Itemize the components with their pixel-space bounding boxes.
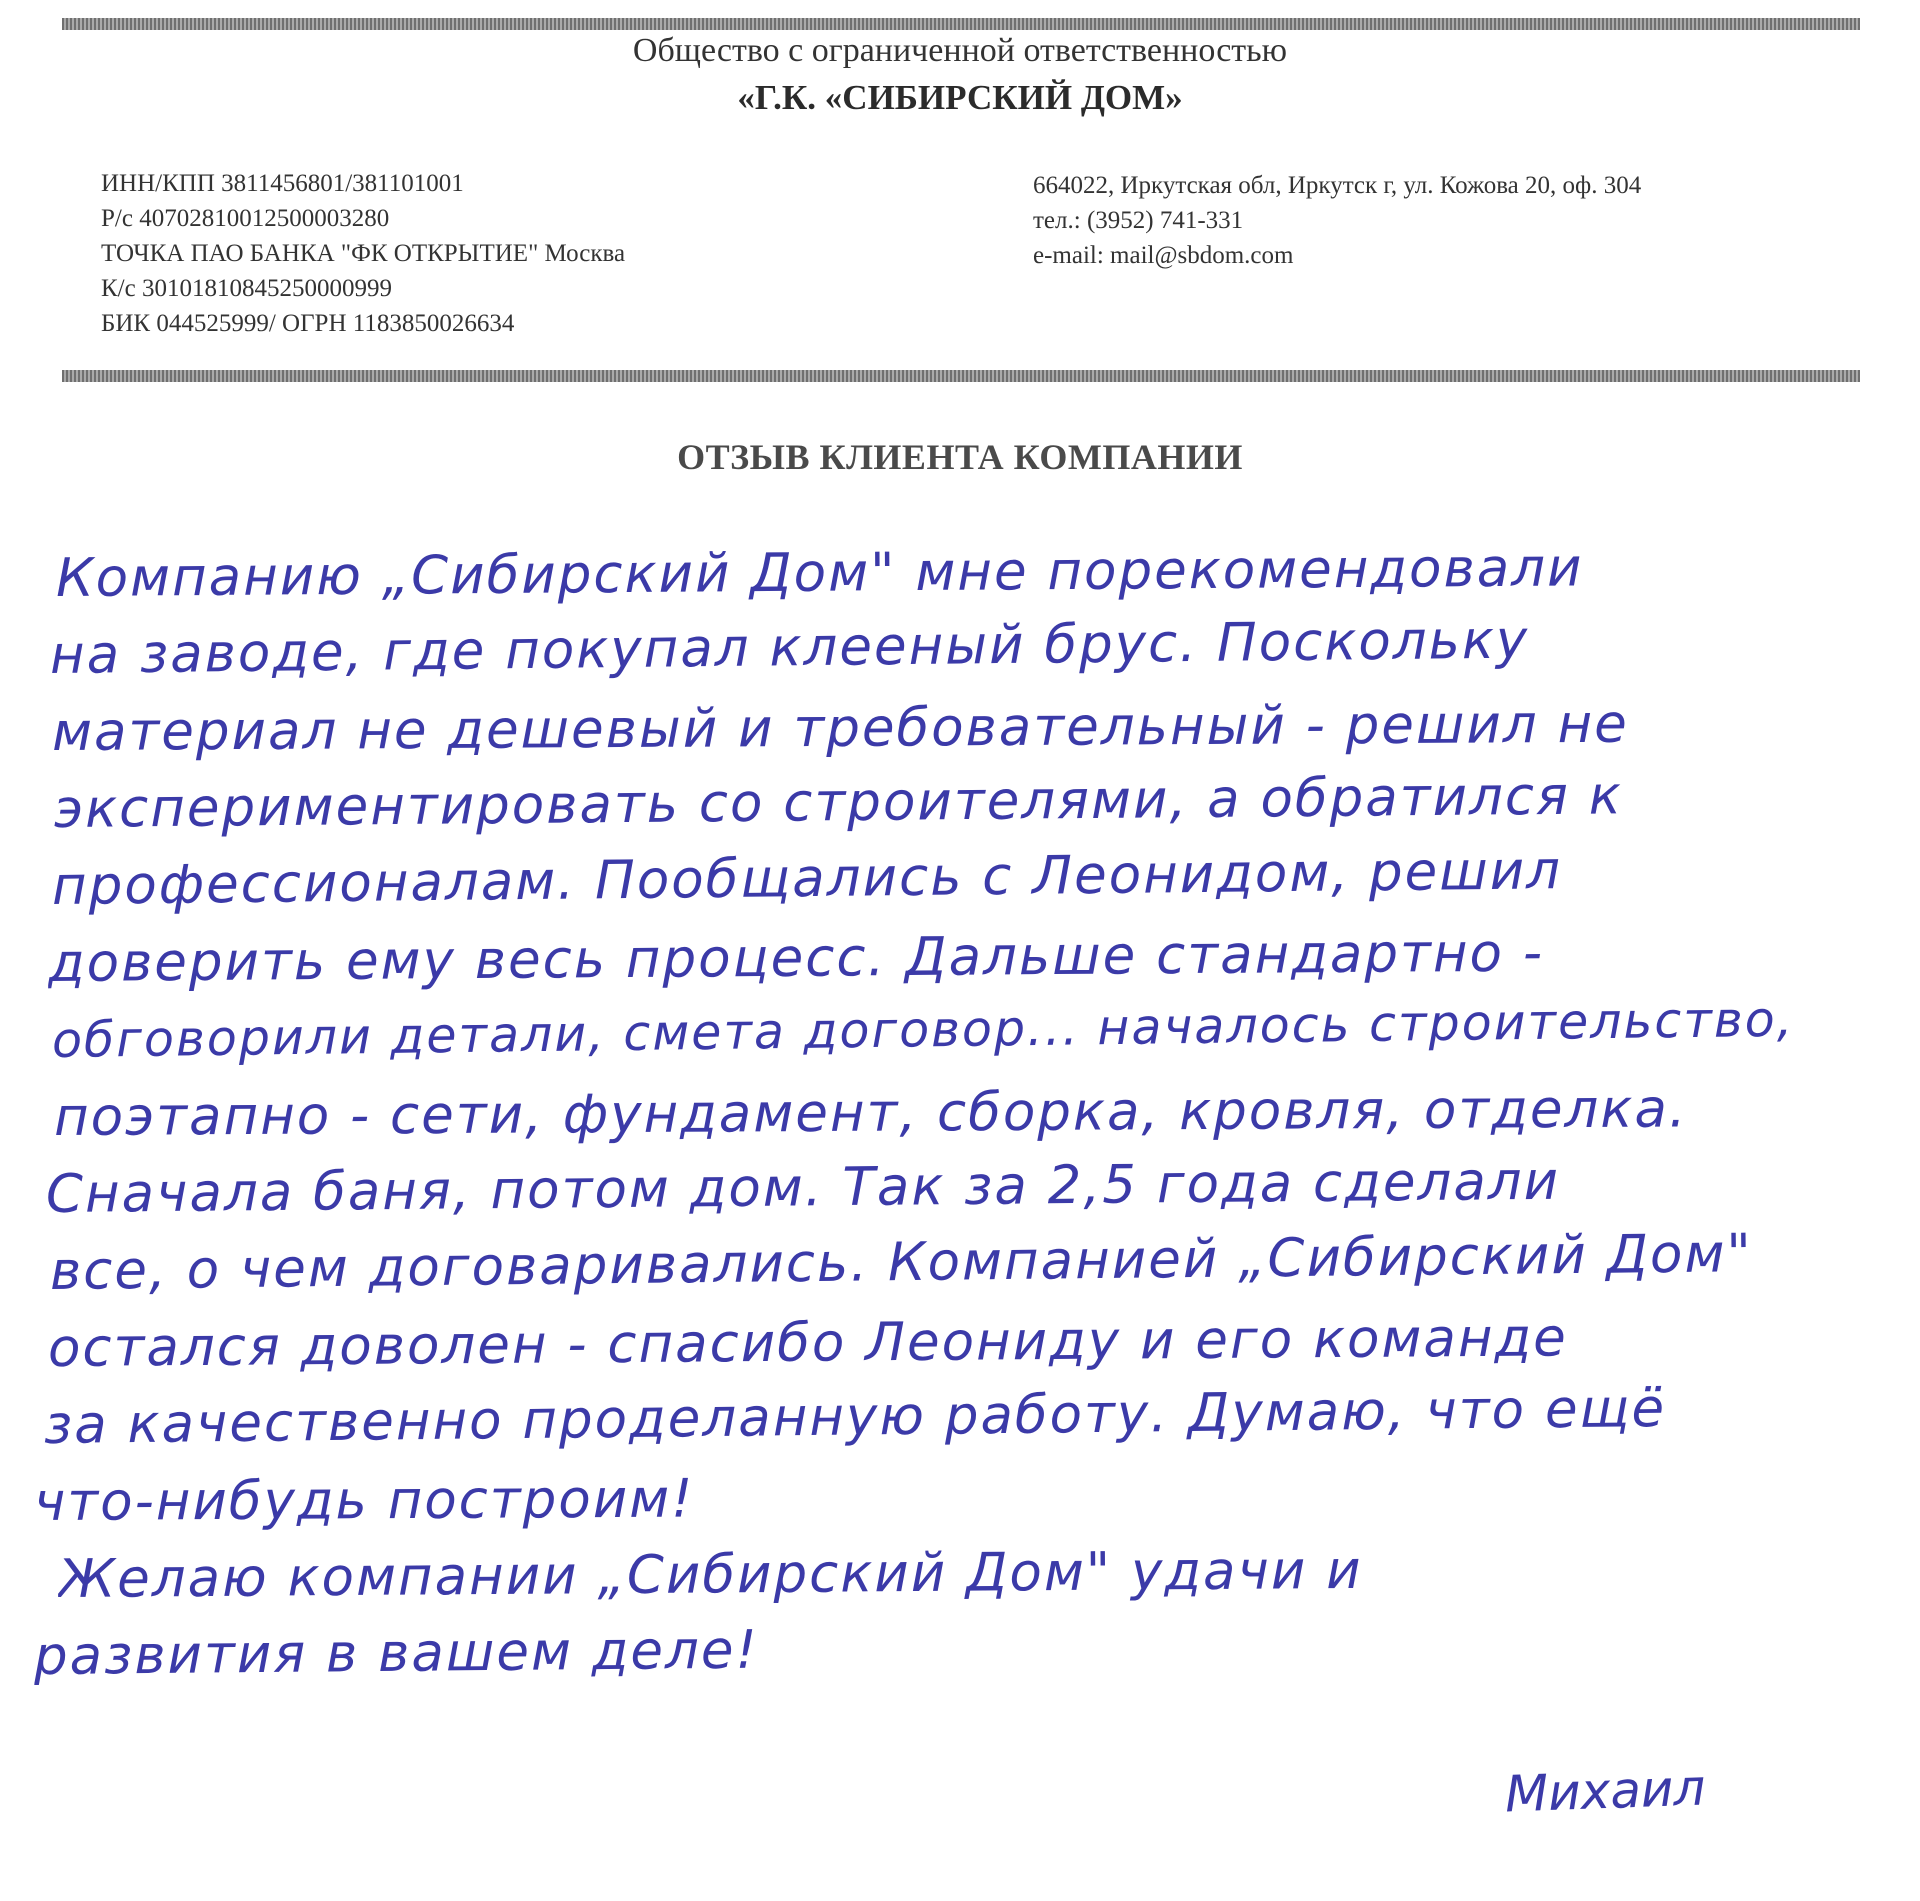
header-bottom-rule (62, 370, 1860, 382)
review-line: развития в вашем деле! (33, 1619, 759, 1687)
review-line: за качественно проделанную работу. Думаю, что ещё (43, 1378, 1667, 1456)
org-name: «Г.К. «СИБИРСКИЙ ДОМ» (737, 78, 1183, 117)
handwritten-review (28, 537, 1898, 1695)
review-line: доверить ему весь процесс. Дальше стандартно - (47, 922, 1545, 994)
contact-phone: тел.: (3952) 741-331 (1033, 207, 1244, 234)
contact-email: e-mail: mail@sbdom.com (1033, 242, 1294, 269)
review-line: Компанию „Сибирский Дом" мне порекомендовали (55, 537, 1584, 609)
contact-address: 664022, Иркутская обл, Иркутск г, ул. Кожова 20, оф. 304 (1033, 172, 1642, 199)
signature: Михаил (1504, 1758, 1707, 1824)
review-line: остался доволен - спасибо Леониду и его команде (47, 1307, 1569, 1379)
bank-requisites (101, 166, 861, 341)
review-line: Сначала баня, потом дом. Так за 2,5 года сделали (45, 1150, 1561, 1225)
org-type: Общество с ограниченной ответственностью (632, 32, 1288, 69)
requisite-corr-account: К/с 30101810845250000999 (101, 275, 392, 302)
header-top-rule (62, 18, 1860, 30)
review-line: на заводе, где покупал клееный брус. Поскольку (49, 609, 1530, 686)
requisite-bik-ogrn: БИК 044525999/ ОГРН 1183850026634 (101, 310, 515, 337)
review-line: поэтапно - сети, фундамент, сборка, кровля, отделка. (53, 1078, 1688, 1148)
review-line: экспериментировать со строителями, а обратился к (53, 765, 1624, 840)
review-line: материал не дешевый и требовательный - решил не (51, 693, 1629, 763)
document-title: ОТЗЫВ КЛИЕНТА КОМПАНИИ (677, 437, 1243, 477)
review-line: все, о чем договаривались. Компанией „Сибирский Дом" (49, 1223, 1754, 1302)
requisite-bank: ТОЧКА ПАО БАНКА "ФК ОТКРЫТИЕ" Москва (101, 240, 626, 267)
review-line: профессионалам. Пообщались с Леонидом, решил (51, 840, 1563, 917)
contact-details (1033, 168, 1873, 273)
review-line: что-нибудь построим! (33, 1468, 695, 1533)
review-line: Желаю компании „Сибирский Дом" удачи и (57, 1539, 1363, 1610)
requisite-inn-kpp: ИНН/КПП 3811456801/381101001 (101, 170, 464, 197)
requisite-account: Р/с 40702810012500003280 (101, 205, 390, 232)
review-line: обговорили детали, смета договор... началось строительство, (51, 990, 1795, 1069)
